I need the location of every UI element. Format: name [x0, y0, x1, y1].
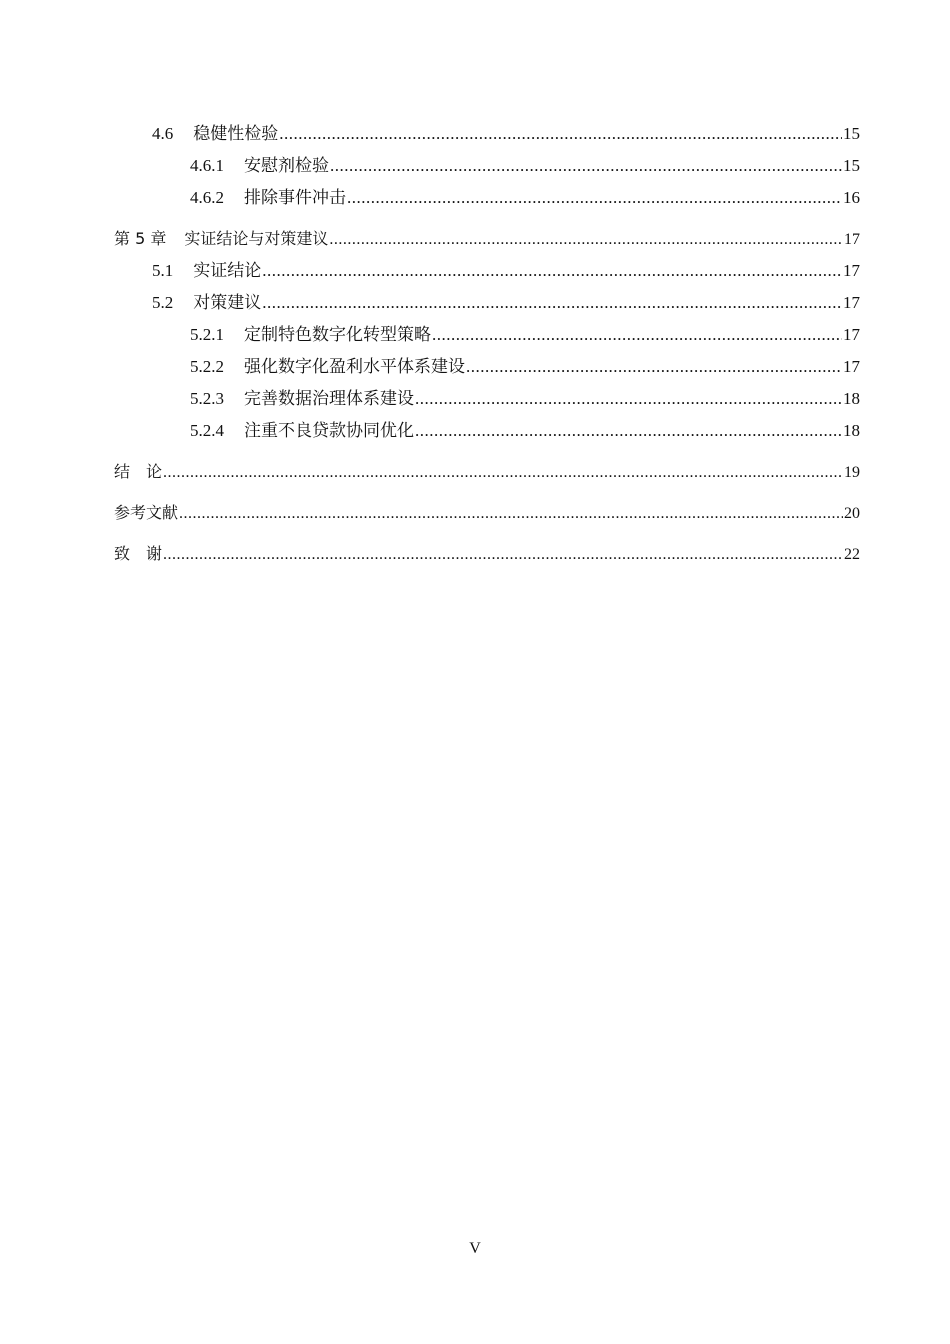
toc-entry-page: 20: [844, 505, 860, 522]
toc-entry-page: 18: [843, 421, 860, 440]
toc-dot-leader: [279, 118, 842, 150]
toc-entry-number: 5.2.2: [190, 357, 224, 376]
toc-entry-page: 19: [844, 464, 860, 481]
toc-entry-number: 第 5 章: [114, 229, 167, 248]
toc-entry-title: 完善数据治理体系建设: [244, 389, 414, 408]
toc-entry-title: 对策建议: [193, 293, 262, 312]
toc-dot-leader: [330, 150, 842, 182]
toc-dot-leader: [163, 457, 843, 489]
toc-entry-number: 5.2.1: [190, 325, 224, 344]
toc-dot-leader: [329, 224, 843, 256]
toc-entry-title: 定制特色数字化转型策略: [244, 325, 431, 344]
toc-entry-number: 4.6.1: [190, 156, 224, 175]
page-number: V: [469, 1240, 481, 1257]
toc-entry[interactable]: [114, 287, 860, 319]
toc-entry-number: 5.1: [152, 261, 174, 280]
toc-entry-title: 安慰剂检验: [244, 156, 329, 175]
toc-entry[interactable]: [114, 150, 860, 182]
toc-dot-leader: [262, 255, 842, 287]
toc-entry-number: 4.6.2: [190, 188, 224, 207]
toc-entry-page: 17: [844, 231, 860, 248]
toc-entry[interactable]: [114, 415, 860, 447]
toc-dot-leader: [262, 287, 842, 319]
toc-entry-page: 17: [843, 325, 860, 344]
toc-entry[interactable]: [114, 118, 860, 150]
toc-entry-number: 4.6: [152, 124, 174, 143]
toc-entry-title: 注重不良贷款协同优化: [244, 421, 414, 440]
toc-entry-number: 5.2: [152, 293, 174, 312]
toc-entry-number: 5.2.4: [190, 421, 224, 440]
table-of-contents: [114, 118, 860, 570]
toc-entry-title: 致 谢: [114, 544, 163, 563]
toc-entry-title: 强化数字化盈利水平体系建设: [244, 357, 465, 376]
toc-entry-page: 18: [843, 389, 860, 408]
toc-entry-chapter[interactable]: [114, 223, 860, 255]
toc-dot-leader: [415, 383, 842, 415]
toc-dot-leader: [415, 415, 842, 447]
toc-entry-page: 15: [843, 156, 860, 175]
toc-dot-leader: [466, 351, 842, 383]
toc-entry-title: 实证结论: [193, 261, 262, 280]
toc-entry[interactable]: [114, 383, 860, 415]
toc-entry-title: 稳健性检验: [193, 124, 279, 143]
toc-entry-title: 实证结论与对策建议: [184, 229, 329, 248]
toc-entry[interactable]: [114, 319, 860, 351]
toc-entry-page: 17: [843, 293, 860, 312]
toc-dot-leader: [347, 182, 842, 214]
toc-entry-page: 15: [843, 124, 860, 143]
toc-entry[interactable]: [114, 351, 860, 383]
toc-entry-page: 16: [843, 188, 860, 207]
toc-entry-title: 排除事件冲击: [244, 188, 346, 207]
toc-entry-page: 17: [843, 357, 860, 376]
toc-entry-title: 参考文献: [114, 503, 179, 522]
toc-entry-conclusion[interactable]: [114, 456, 860, 488]
toc-entry-number: 5.2.3: [190, 389, 224, 408]
toc-entry-acknowledgements[interactable]: [114, 538, 860, 570]
toc-entry[interactable]: [114, 255, 860, 287]
toc-dot-leader: [179, 498, 843, 530]
toc-dot-leader: [432, 319, 842, 351]
toc-entry[interactable]: [114, 182, 860, 214]
toc-entry-title: 结 论: [114, 462, 163, 481]
toc-entry-references[interactable]: [114, 497, 860, 529]
toc-entry-page: 22: [844, 546, 860, 563]
toc-dot-leader: [163, 539, 843, 571]
toc-entry-page: 17: [843, 261, 860, 280]
